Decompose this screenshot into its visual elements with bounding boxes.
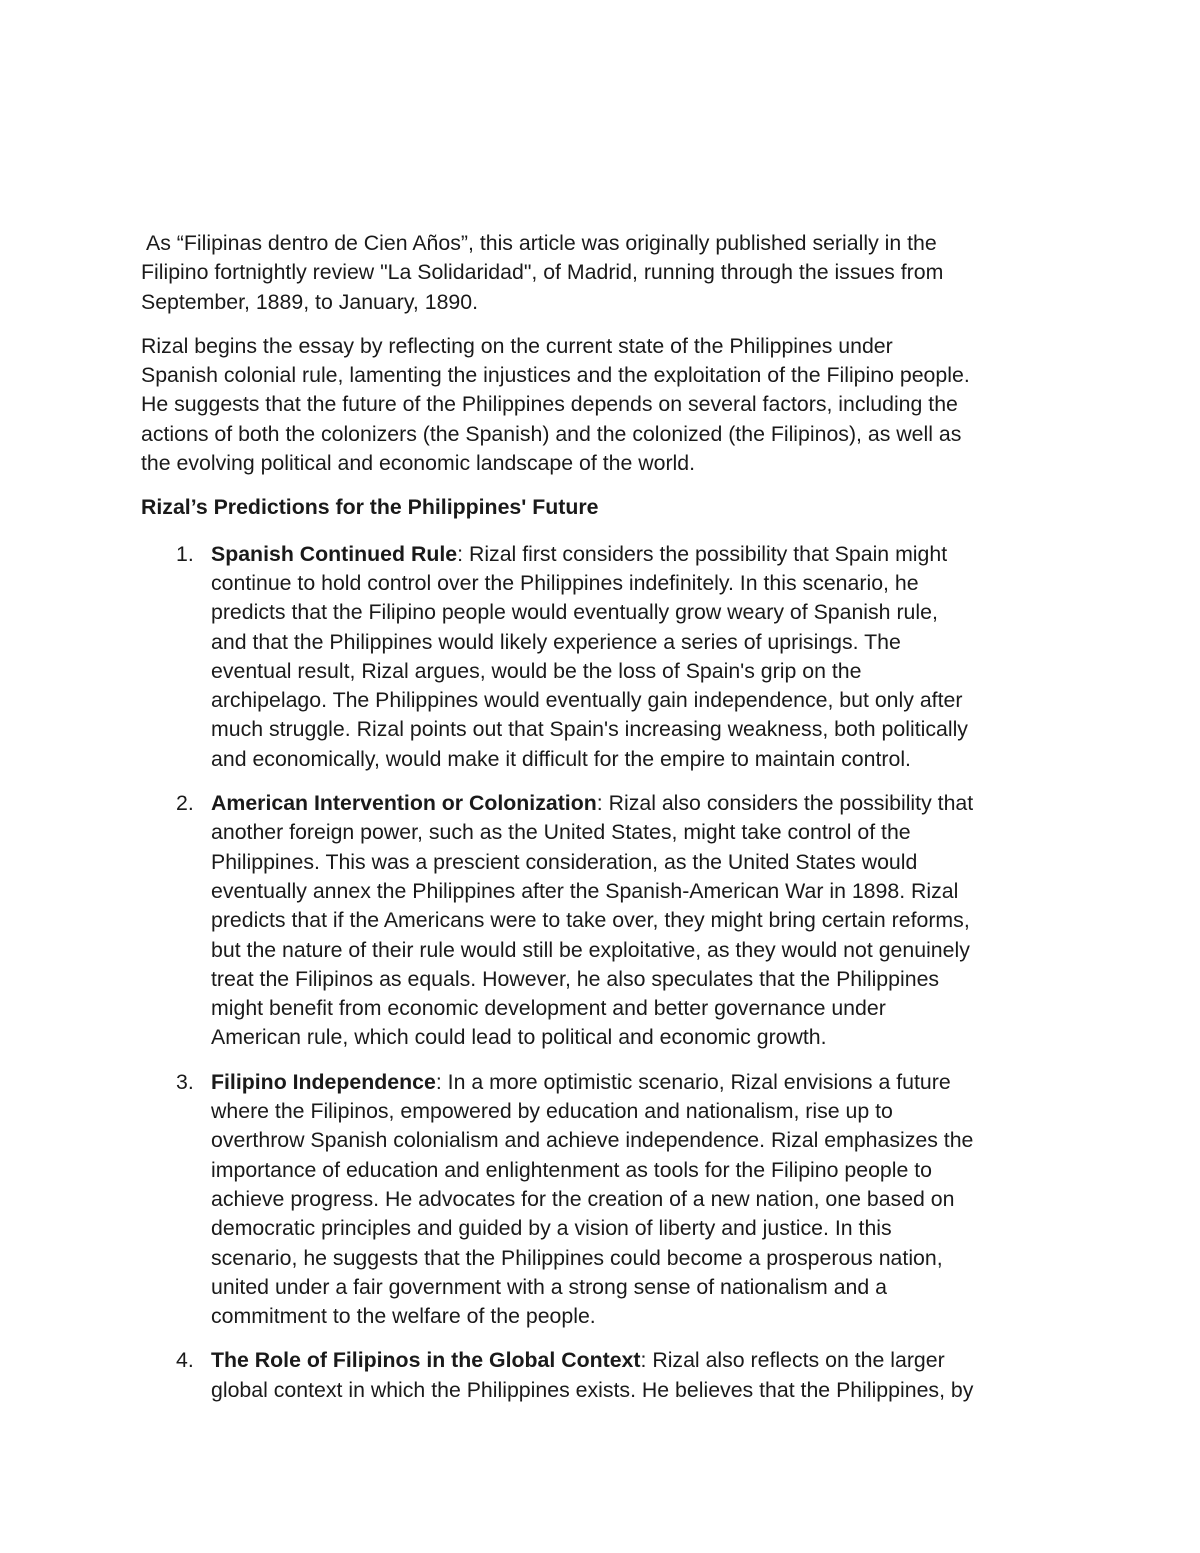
list-line: scenario, he suggests that the Philippines could become a prosperous nation,: [211, 1245, 943, 1270]
list-line: but the nature of their rule would still be exploitative, as they would not genuinely: [211, 937, 970, 962]
intro-line: As “Filipinas dentro de Cien Años”, this article was originally published serially in the: [146, 231, 937, 255]
list-line: global context in which the Philippines exists. He believes that the Philippines, by: [211, 1377, 974, 1402]
list-line: predicts that if the Americans were to take over, they might bring certain reforms,: [211, 908, 970, 933]
list-line: treat the Filipinos as equals. However, he also speculates that the Philippines: [211, 966, 940, 991]
context-line: the evolving political and economic landscape of the world.: [141, 451, 696, 476]
list-line: democratic principles and guided by a vision of liberty and justice. In this: [211, 1216, 892, 1241]
list-number: 2.: [176, 791, 194, 816]
list-line: eventually annex the Philippines after the Spanish-American War in 1898. Rizal: [211, 878, 959, 903]
context-paragraph: [141, 332, 1061, 478]
list-line: archipelago. The Philippines would eventually gain independence, but only after: [211, 688, 963, 713]
list-first-line: : Rizal also reflects on the larger: [640, 1348, 945, 1373]
list-term: Filipino Independence: [211, 1069, 436, 1094]
list-term: The Role of Filipinos in the Global Context: [211, 1348, 641, 1373]
context-line: Rizal begins the essay by reflecting on the current state of the Philippines under: [141, 333, 893, 358]
list-term: American Intervention or Colonization: [211, 791, 597, 816]
list-line: might benefit from economic development and better governance under: [211, 996, 886, 1021]
list-line: and that the Philippines would likely experience a series of uprisings. The: [211, 629, 901, 654]
list-line: commitment to the welfare of the people.: [211, 1304, 596, 1329]
list-line: Philippines. This was a prescient consideration, as the United States would: [211, 849, 918, 874]
list-line: importance of education and enlightenment as tools for the Filipino people to: [211, 1157, 933, 1182]
list-line: and economically, would make it difficult for the empire to maintain control.: [211, 746, 911, 771]
list-item: [141, 540, 1061, 774]
list-number: 3.: [176, 1069, 194, 1094]
intro-line: Filipino fortnightly review "La Solidaridad", of Madrid, running through the issues from: [141, 260, 944, 285]
list-line: much struggle. Rizal points out that Spain's increasing weakness, both politically: [211, 717, 968, 742]
list-line: eventual result, Rizal argues, would be the loss of Spain's grip on the: [211, 658, 862, 683]
list-item: [141, 1068, 1061, 1332]
list-line: overthrow Spanish colonialism and achieve independence. Rizal emphasizes the: [211, 1128, 974, 1153]
list-line: another foreign power, such as the United States, might take control of the: [211, 820, 911, 845]
section-heading: Rizal’s Predictions for the Philippines' Future: [141, 495, 599, 520]
predictions-list: [141, 540, 1061, 1405]
list-item: [141, 1346, 1061, 1405]
list-first-line: : Rizal also considers the possibility that: [596, 791, 974, 816]
list-number: 1.: [176, 541, 194, 566]
document-body: [141, 229, 1061, 1420]
list-term: Spanish Continued Rule: [211, 541, 458, 566]
list-line: American rule, which could lead to political and economic growth.: [211, 1025, 827, 1050]
list-first-line: : Rizal first considers the possibility that Spain might: [457, 541, 948, 566]
intro-paragraph: [141, 229, 1061, 317]
list-line: continue to hold control over the Philippines indefinitely. In this scenario, he: [211, 570, 919, 595]
context-line: Spanish colonial rule, lamenting the injustices and the exploitation of the Filipino people.: [141, 363, 970, 388]
list-line: where the Filipinos, empowered by education and nationalism, rise up to: [211, 1099, 893, 1124]
list-item: [141, 789, 1061, 1053]
list-line: predicts that the Filipino people would eventually grow weary of Spanish rule,: [211, 600, 938, 625]
context-line: actions of both the colonizers (the Spanish) and the colonized (the Filipinos), as well as: [141, 421, 962, 446]
intro-line: September, 1889, to January, 1890.: [141, 289, 479, 314]
context-line: He suggests that the future of the Philippines depends on several factors, including the: [141, 392, 958, 417]
list-line: achieve progress. He advocates for the creation of a new nation, one based on: [211, 1186, 955, 1211]
list-first-line: : In a more optimistic scenario, Rizal envisions a future: [435, 1069, 951, 1094]
list-line: united under a fair government with a strong sense of nationalism and a: [211, 1274, 887, 1299]
list-number: 4.: [176, 1348, 194, 1373]
